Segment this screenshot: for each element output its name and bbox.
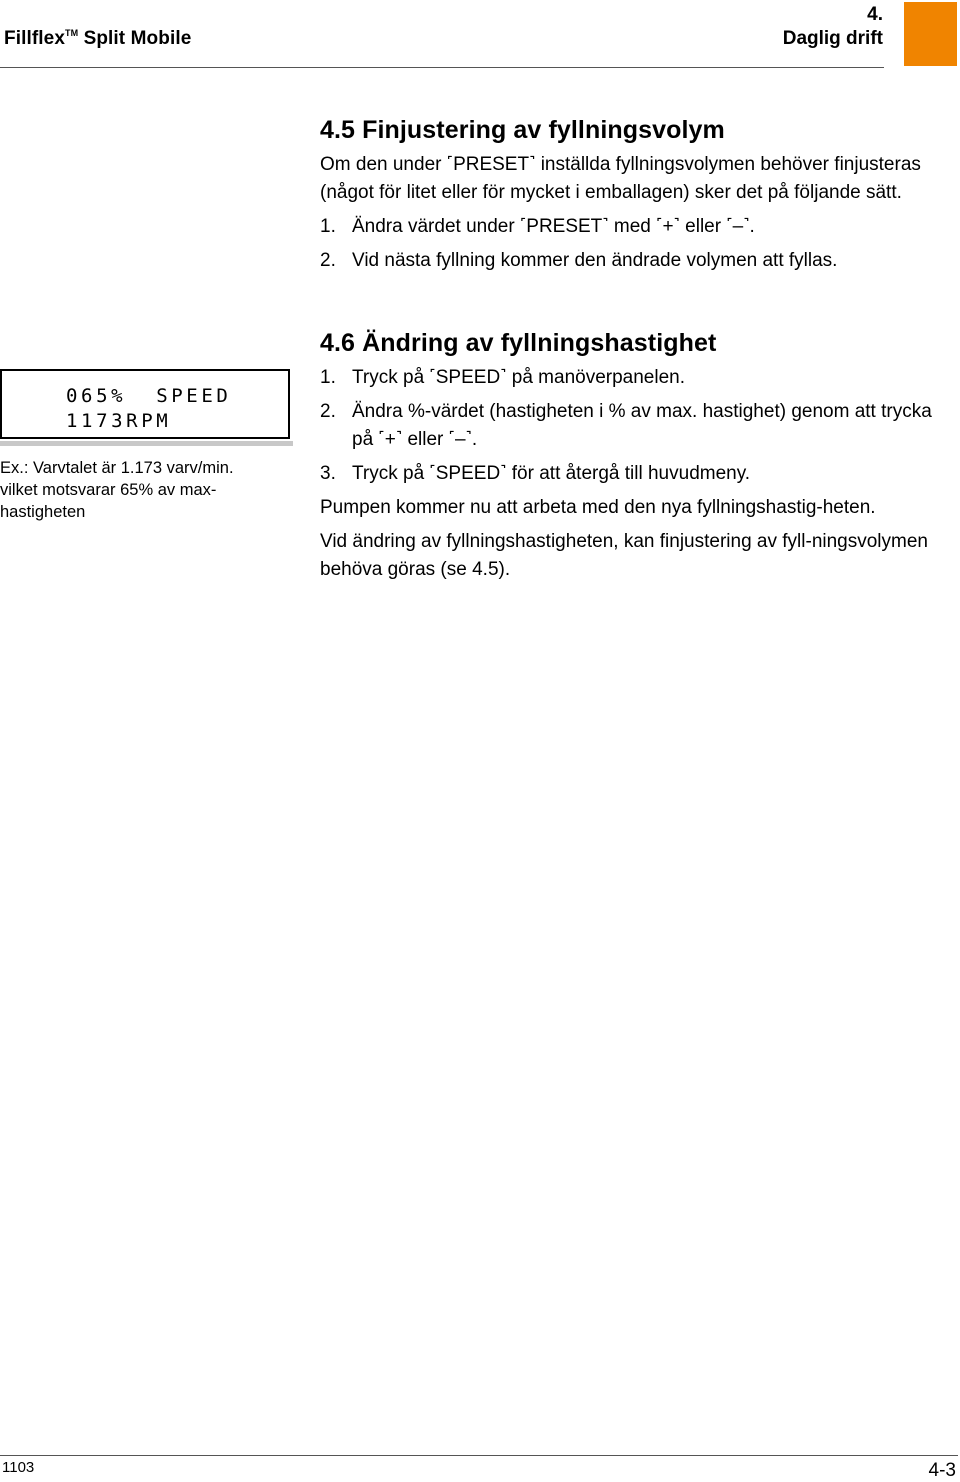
display-shadow [0,441,293,446]
trademark-symbol: TM [64,28,79,38]
display-line-speed: 065% SPEED [66,385,232,407]
list-item [320,460,956,488]
chapter-number: 4. [867,4,883,25]
caption-line: hastigheten [0,503,86,521]
footer-divider [0,1455,958,1456]
step-text: Tryck på ˹SPEED˺ på manöverpanelen. [352,367,686,388]
page-number: 4-3 [928,1460,956,1481]
step-text: Ändra värdet under ˹PRESET˺ med ˹+˺ eller ˹–˺. [352,216,755,237]
step-text: Vid nästa fyllning kommer den ändrade volymen att fyllas. [352,250,838,271]
section-heading: 4.5 Finjustering av fyllningsvolym [320,116,725,144]
control-panel-display [0,369,290,439]
paragraph: Vid ändring av fyllningshastigheten, kan finjustering av fyll-ningsvolymen behöva göras (se 4.5). [320,531,928,580]
section-heading: 4.6 Ändring av fyllningshastighet [320,329,717,357]
document-title [4,28,191,50]
step-number: 3. [320,463,336,484]
display-caption [0,457,300,523]
step-text: Ändra %-värdet (hastigheten i % av max. hastighet) genom att trycka på ˹+˺ eller ˹–˺. [352,401,932,450]
caption-line: vilket motsvarar 65% av max- [0,481,217,499]
display-line-rpm: 1173RPM [66,410,172,432]
section-4-6 [320,328,956,584]
section-4-5 [320,115,956,275]
step-number: 1. [320,367,336,388]
product-name: Fillflex [4,28,65,49]
step-number: 1. [320,216,336,237]
chapter-title: Daglig drift [782,28,883,49]
paragraph: Pumpen kommer nu att arbeta med den nya fyllningshastig-heten. [320,497,876,518]
section-intro: Om den under ˹PRESET˺ inställda fyllningsvolymen behöver finjusteras (något för litet eller för mycket i emballagen) sker det på följande sätt. [320,154,921,203]
step-list [320,364,956,488]
product-suffix: Split Mobile [78,28,192,49]
list-item [320,247,956,275]
step-number: 2. [320,250,336,271]
document-code: 1103 [2,1459,35,1476]
list-item [320,213,956,241]
list-item [320,398,956,454]
step-list [320,213,956,275]
step-text: Tryck på ˹SPEED˺ för att återgå till huvudmeny. [352,463,751,484]
list-item [320,364,956,392]
caption-line: Ex.: Varvtalet är 1.173 varv/min. [0,459,234,477]
header-divider [0,67,884,68]
step-number: 2. [320,401,336,422]
chapter-tab-marker [904,2,957,66]
